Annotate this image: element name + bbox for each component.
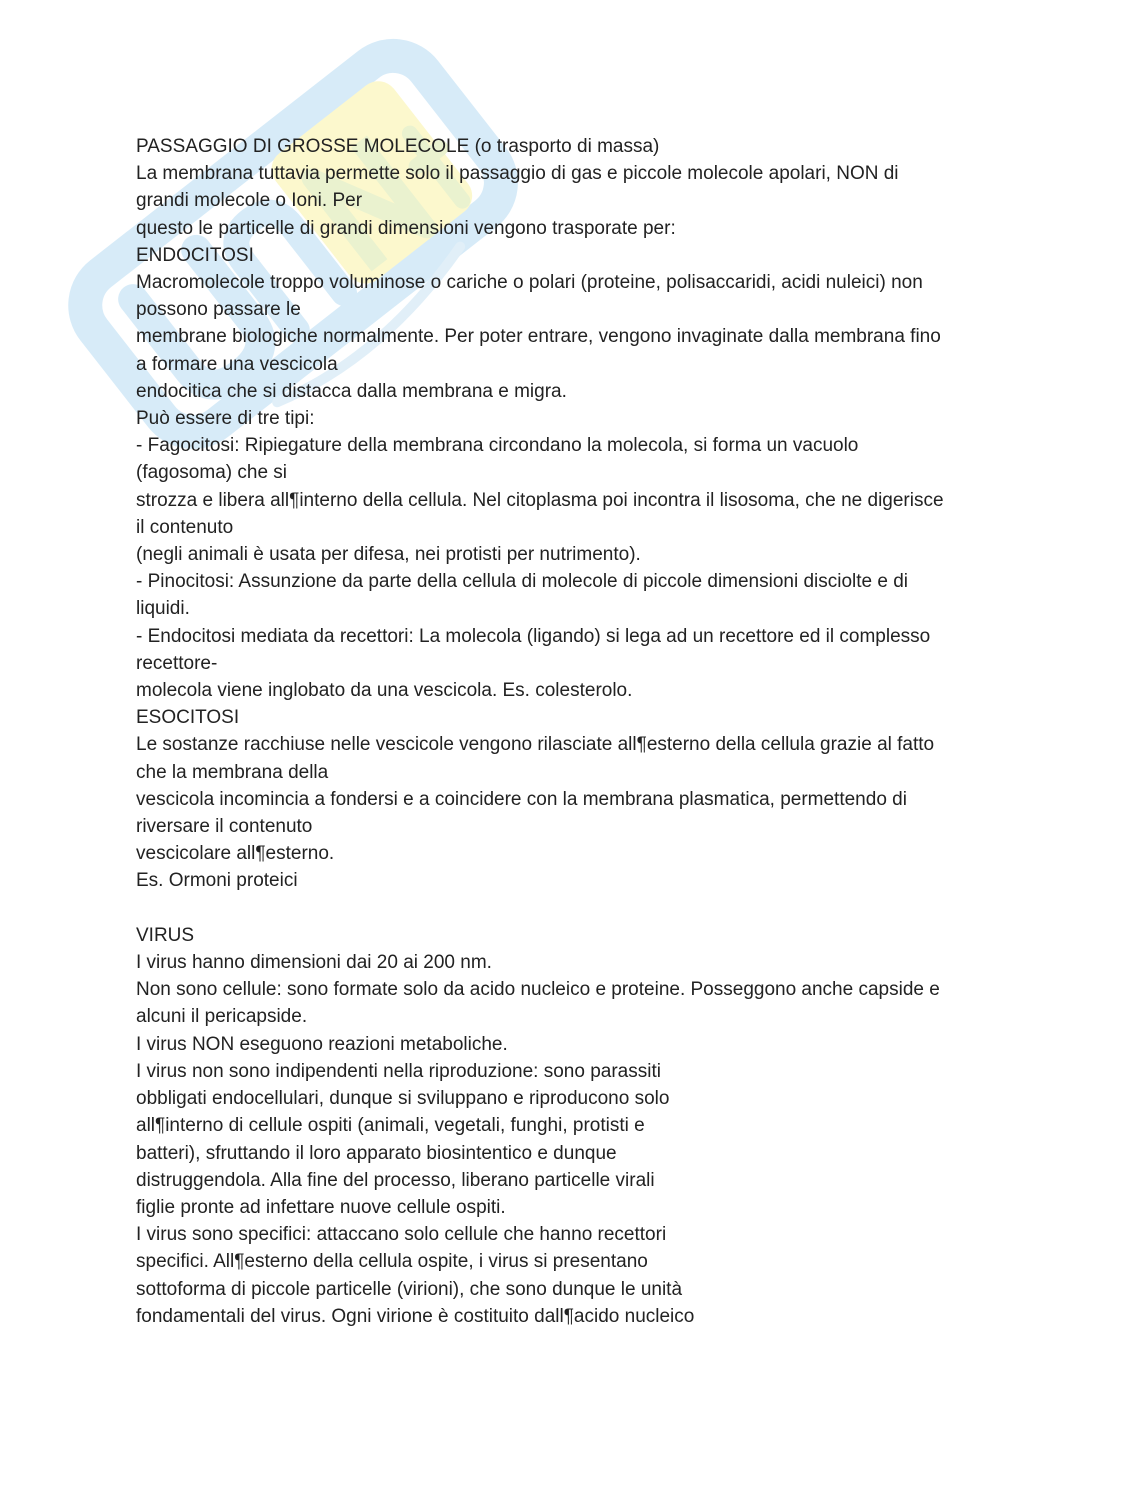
text-line: ENDOCITOSI [136,244,254,266]
text-line: - Endocitosi mediata da recettori: La molecola (ligando) si lega ad un recettore ed il complesso [136,625,931,647]
text-line: obbligati endocellulari, dunque si sviluppano e riproducono solo [136,1088,670,1110]
text-line: Le sostanze racchiuse nelle vescicole vengono rilasciate all¶esterno della cellula grazie al fatto [136,734,935,756]
text-line: I virus hanno dimensioni dai 20 ai 200 nm. [136,952,492,974]
text-line: batteri), sfruttando il loro apparato biosintentico e dunque [136,1142,617,1164]
text-line: specifici. All¶esterno della cellula ospite, i virus si presentano [136,1251,648,1273]
text-line: membrane biologiche normalmente. Per poter entrare, vengono invaginate dalla membrana fino [136,326,941,348]
text-line: distruggendola. Alla fine del processo, liberano particelle virali [136,1169,655,1191]
text-line: (negli animali è usata per difesa, nei protisti per nutrimento). [136,544,641,566]
text-line: Non sono cellule: sono formate solo da acido nucleico e proteine. Posseggono anche capside e [136,979,940,1001]
text-line: grandi molecole o Ioni. Per [136,190,363,212]
text-line: il contenuto [136,516,234,538]
text-line: - Fagocitosi: Ripiegature della membrana circondano la molecola, si forma un vacuolo [136,435,859,457]
text-line: all¶interno di cellule ospiti (animali, vegetali, funghi, protisti e [136,1115,645,1137]
text-line: La membrana tuttavia permette solo il passaggio di gas e piccole molecole apolari, NON di [136,163,899,185]
text-line: Può essere di tre tipi: [136,408,315,430]
text-line: Es. Ormoni proteici [136,870,298,892]
text-line: alcuni il pericapside. [136,1006,308,1028]
text-line: I virus sono specifici: attaccano solo cellule che hanno recettori [136,1224,667,1246]
text-line: recettore- [136,652,218,674]
text-line: possono passare le [136,299,301,321]
text-line: ESOCITOSI [136,707,240,729]
text-line: I virus NON eseguono reazioni metaboliche. [136,1033,508,1055]
text-line: a formare una vescicola [136,353,338,375]
text-line: Macromolecole troppo voluminose o cariche o polari (proteine, polisaccaridi, acidi nuleici) non [136,272,923,294]
text-line: che la membrana della [136,761,329,783]
text-line: riversare il contenuto [136,816,313,838]
text-line: I virus non sono indipendenti nella riproduzione: sono parassiti [136,1060,661,1082]
blank-line [136,895,1036,922]
text-line: vescicola incomincia a fondersi e a coincidere con la membrana plasmatica, permettendo di [136,788,907,810]
text-line: (fagosoma) che si [136,462,288,484]
text-line: strozza e libera all¶interno della cellula. Nel citoplasma poi incontra il lisosoma, che ne digerisce [136,489,944,511]
text-line: molecola viene inglobato da una vescicola. Es. colesterolo. [136,680,633,702]
text-line: endocitica che si distacca dalla membrana e migra. [136,380,567,402]
text-line: figlie pronte ad infettare nuove cellule ospiti. [136,1196,506,1218]
text-line: - Pinocitosi: Assunzione da parte della cellula di molecole di piccole dimensioni disciolte e di [136,571,909,593]
text-line: liquidi. [136,598,190,620]
text-line: sottoforma di piccole particelle (virioni), che sono dunque le unità [136,1278,683,1300]
text-line: VIRUS [136,924,195,946]
document-body [136,133,1036,1330]
text-line: questo le particelle di grandi dimensioni vengono trasporate per: [136,217,676,239]
text-line: fondamentali del virus. Ogni virione è costituito dall¶acido nucleico [136,1305,695,1327]
text-line: PASSAGGIO DI GROSSE MOLECOLE (o trasporto di massa) [136,136,660,157]
text-line: vescicolare all¶esterno. [136,843,335,865]
